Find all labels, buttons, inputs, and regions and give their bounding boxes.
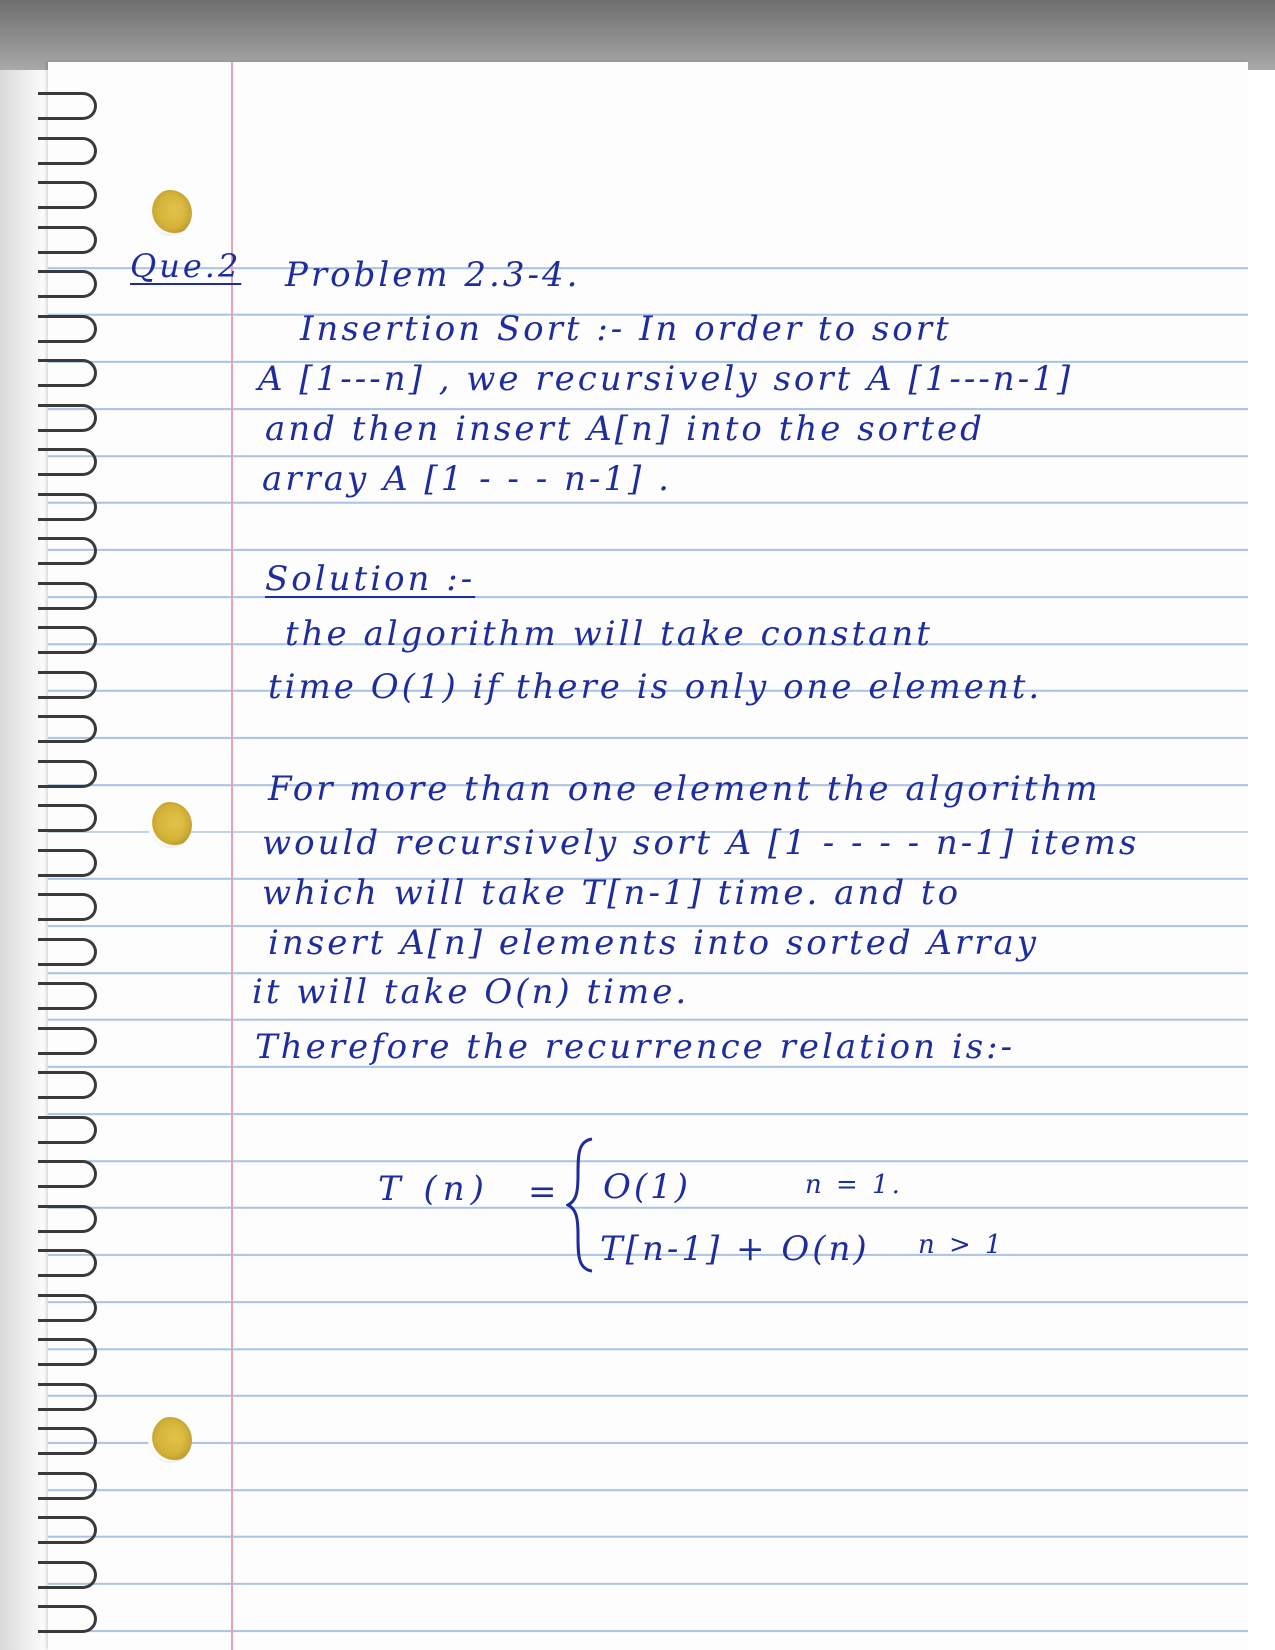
spiral-coil (38, 760, 97, 788)
spiral-coil (38, 404, 97, 432)
spiral-coil (38, 137, 97, 165)
solution-line-2: time O(1) if there is only one element. (268, 667, 1043, 707)
intro-line-3: and then insert A[n] into the sorted (265, 409, 985, 449)
spiral-coil (38, 1027, 97, 1055)
recurrence-equals: = (528, 1172, 560, 1212)
spiral-coil (38, 537, 97, 565)
recurrence-lhs: T (n) (378, 1169, 490, 1209)
spiral-coil (38, 715, 97, 743)
question-label: Que.2 (130, 247, 242, 285)
spiral-coil (38, 1561, 97, 1589)
spiral-coil (38, 1516, 97, 1544)
spiral-coil (38, 626, 97, 654)
spiral-coil (38, 893, 97, 921)
spiral-coil (38, 1249, 97, 1277)
recurrence-case1-cond: n = 1. (805, 1170, 903, 1200)
spiral-coil (38, 359, 97, 387)
explanation-line-6: Therefore the recurrence relation is:- (255, 1027, 1016, 1067)
explanation-line-3: which will take T[n-1] time. and to (262, 873, 962, 913)
recurrence-brace (566, 1135, 594, 1275)
spiral-coil (38, 1472, 97, 1500)
spiral-coil (38, 493, 97, 521)
intro-line-1: Insertion Sort :- In order to sort (300, 309, 952, 349)
punch-hole-bottom (148, 1417, 192, 1463)
intro-line-2: A [1---n] , we recursively sort A [1---n-1] (258, 359, 1074, 399)
spiral-coil (38, 315, 97, 343)
spiral-coil (38, 1205, 97, 1233)
problem-title: Problem 2.3-4. (285, 255, 581, 295)
spiral-coil (38, 270, 97, 298)
spiral-coil (38, 849, 97, 877)
spiral-coil (38, 92, 97, 120)
spiral-coil (38, 181, 97, 209)
spiral-coil (38, 938, 97, 966)
explanation-line-4: insert A[n] elements into sorted Array (268, 923, 1039, 963)
spiral-coil (38, 582, 97, 610)
scanner-shadow-top (0, 0, 1275, 70)
spiral-coil (38, 1605, 97, 1633)
intro-line-4: array A [1 - - - n-1] . (262, 459, 672, 499)
explanation-line-5: it will take O(n) time. (252, 972, 690, 1012)
margin-line (231, 62, 233, 1650)
spiral-coil (38, 804, 97, 832)
spiral-coil (38, 1338, 97, 1366)
spiral-coil (38, 1116, 97, 1144)
spiral-coil (38, 1294, 97, 1322)
recurrence-case1-expr: O(1) (603, 1167, 692, 1207)
spiral-coil (38, 1427, 97, 1455)
spiral-coil (38, 1071, 97, 1099)
paper-header-area (48, 62, 1248, 262)
recurrence-case2-cond: n > 1 (918, 1230, 1005, 1260)
spiral-coil (38, 671, 97, 699)
spiral-coil (38, 1383, 97, 1411)
spiral-coil (38, 448, 97, 476)
explanation-line-2: would recursively sort A [1 - - - - n-1] items (262, 823, 1140, 863)
explanation-line-1: For more than one element the algorithm (268, 769, 1101, 809)
spiral-coil (38, 1160, 97, 1188)
spiral-coil (38, 982, 97, 1010)
spiral-coil (38, 226, 97, 254)
punch-hole-middle (148, 802, 192, 848)
solution-heading: Solution :- (265, 559, 476, 599)
punch-hole-top (148, 190, 192, 236)
solution-line-1: the algorithm will take constant (285, 614, 933, 654)
recurrence-case2-expr: T[n-1] + O(n) (600, 1229, 870, 1269)
